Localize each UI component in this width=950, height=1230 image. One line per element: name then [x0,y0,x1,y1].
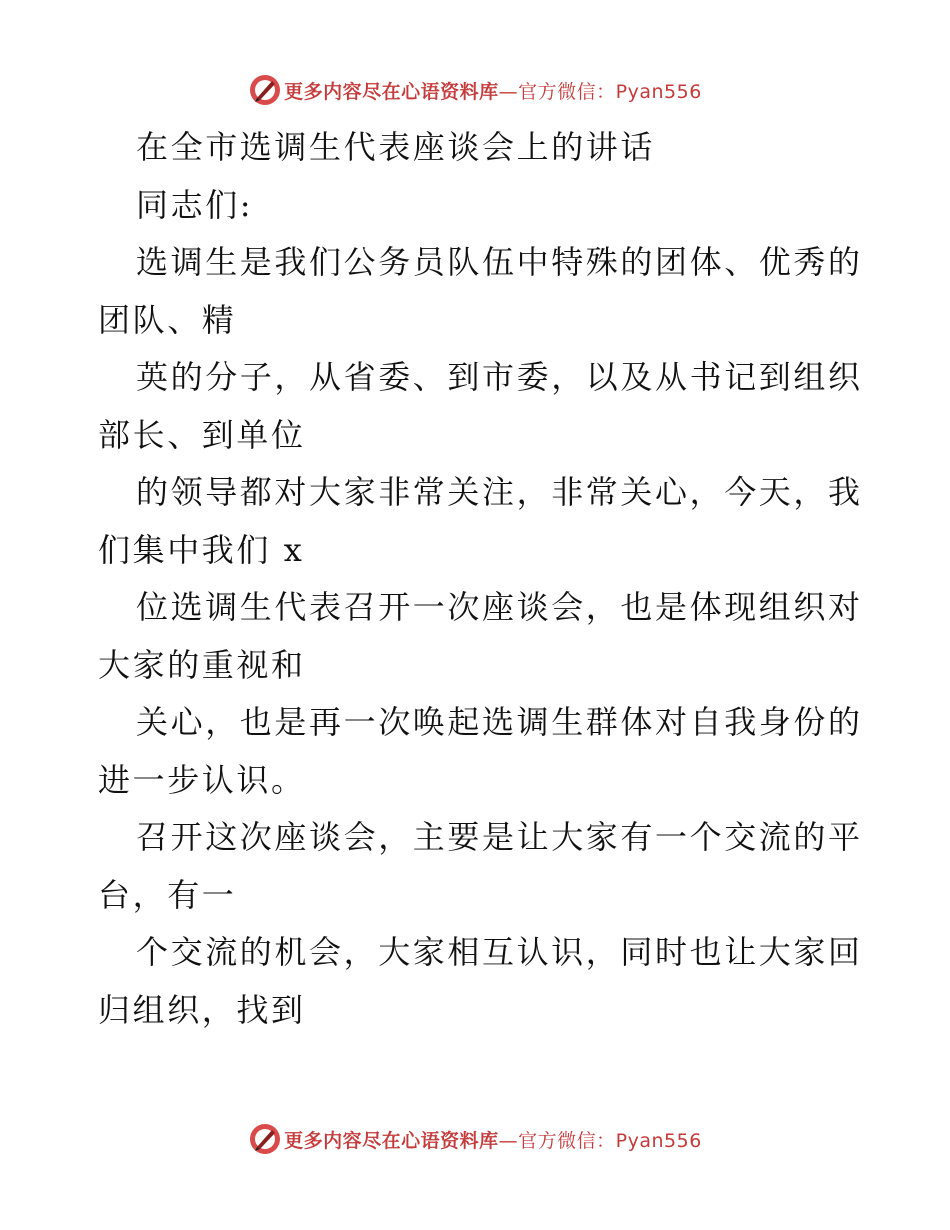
text-line: 英的分子，从省委、到市委，以及从书记到组织 [136,358,863,396]
quill-logo-icon [248,1122,282,1156]
text-line: 进一步认识。 [98,760,306,799]
watermark-main: 更多内容尽在心语资料库 [284,1129,499,1152]
text-line: 召开这次座谈会，主要是让大家有一个交流的平 [136,818,863,856]
text-line: 归组织，找到 [98,990,306,1029]
text-line: 大家的重视和 [98,645,306,684]
document-body [98,119,863,1039]
watermark-suffix: 官方微信：Pyan556 [518,80,702,103]
document-title: 在全市选调生代表座谈会上的讲话 [136,128,656,166]
text-line: 个交流的机会，大家相互认识，同时也让大家回 [136,933,863,971]
quill-logo-icon [248,73,282,107]
watermark-dash: — [498,1129,519,1152]
watermark-text [284,1126,702,1153]
watermark-text [284,77,702,104]
watermark-main: 更多内容尽在心语资料库 [284,80,499,103]
text-line: 们集中我们 x [98,530,305,569]
watermark-dash: — [498,80,519,103]
text-line: 的领导都对大家非常关注，非常关心，今天，我 [136,473,863,511]
footer-watermark [0,1119,950,1159]
header-watermark [0,70,950,110]
text-line: 位选调生代表召开一次座谈会，也是体现组织对 [136,588,863,626]
text-line: 关心，也是再一次唤起选调生群体对自我身份的 [136,703,863,741]
text-line: 部长、到单位 [98,415,306,454]
text-line: 台，有一 [98,875,237,914]
text-line: 选调生是我们公务员队伍中特殊的团体、优秀的 [136,243,863,281]
watermark-suffix: 官方微信：Pyan556 [518,1129,702,1152]
text-line: 同志们: [136,185,254,224]
text-line: 团队、精 [98,300,237,339]
